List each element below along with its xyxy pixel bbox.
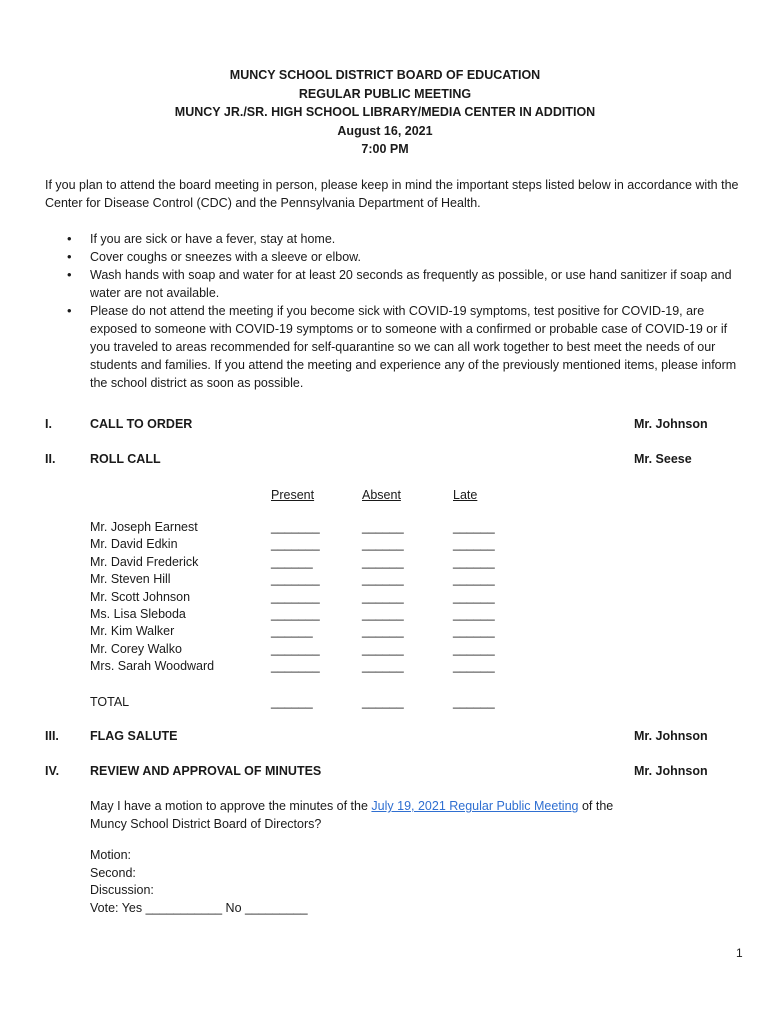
header-line-2: REGULAR PUBLIC MEETING	[298, 86, 472, 101]
absent-blank: ______	[362, 537, 404, 552]
total-present-blank: ______	[271, 695, 313, 709]
member-name: Mr. Scott Johnson	[90, 589, 191, 604]
present-blank: ______	[271, 624, 313, 639]
intro-paragraph: If you plan to attend the board meeting in person, please keep in mind the important steps listed below in accordance with the Center for Disease Control (CDC) and the Pennsylvania Department of Health.	[45, 178, 739, 210]
late-blank: ______	[453, 641, 495, 656]
vote-block	[90, 847, 308, 917]
absent-blank: ______	[362, 641, 404, 656]
agenda-presenter: Mr. Seese	[634, 452, 692, 466]
total-label: TOTAL	[90, 695, 130, 709]
roll-call-row	[90, 641, 510, 658]
column-header-absent: Absent	[362, 488, 401, 502]
agenda-number: II.	[45, 452, 56, 466]
member-name: Mr. Kim Walker	[90, 624, 175, 639]
absent-blank: ______	[362, 589, 404, 604]
motion-text-before: May I have a motion to approve the minutes of the	[90, 799, 372, 813]
column-header-present: Present	[271, 488, 315, 502]
present-blank: ______	[271, 554, 313, 569]
meeting-header	[0, 66, 770, 159]
late-blank: ______	[453, 520, 495, 534]
roll-call-row	[90, 658, 510, 675]
vote-line: Vote: Yes ___________ No _________	[90, 900, 308, 915]
agenda-number: I.	[45, 417, 52, 431]
agenda-title: ROLL CALL	[90, 452, 161, 466]
absent-blank: ______	[362, 659, 404, 674]
second-label: Second:	[90, 865, 136, 880]
agenda-presenter: Mr. Johnson	[634, 729, 708, 743]
agenda-title: REVIEW AND APPROVAL OF MINUTES	[90, 764, 322, 778]
member-name: Mr. Joseph Earnest	[90, 520, 198, 534]
agenda-title: FLAG SALUTE	[90, 729, 178, 743]
guideline-item: • Wash hands with soap and water for at least 20 seconds as frequently as possible, or use hand sanitizer if soap and water are not available.	[90, 266, 740, 302]
present-blank: _______	[271, 606, 320, 621]
present-blank: _______	[271, 537, 320, 552]
roll-call-row	[90, 554, 510, 571]
late-blank: ______	[453, 572, 495, 587]
total-late-blank: ______	[453, 695, 495, 709]
agenda-number: III.	[45, 729, 59, 743]
late-blank: ______	[453, 589, 495, 604]
roll-call-total-row	[90, 693, 510, 711]
member-name: Mr. Corey Walko	[90, 641, 182, 656]
header-line-3: MUNCY JR./SR. HIGH SCHOOL LIBRARY/MEDIA CENTER IN ADDITION	[174, 105, 596, 119]
guideline-item: • Cover coughs or sneezes with a sleeve or elbow.	[90, 248, 740, 266]
roll-call-row	[90, 519, 510, 536]
agenda-item-call-to-order	[0, 415, 770, 433]
agenda-title: CALL TO ORDER	[90, 417, 193, 431]
present-blank: _______	[271, 520, 320, 534]
member-name: Ms. Lisa Sleboda	[90, 606, 186, 621]
present-blank: _______	[271, 589, 320, 604]
motion-label: Motion:	[90, 848, 131, 862]
agenda-presenter: Mr. Johnson	[634, 764, 708, 778]
member-name: Mr. David Edkin	[90, 537, 178, 552]
header-line-1: MUNCY SCHOOL DISTRICT BOARD OF EDUCATION	[229, 68, 541, 82]
late-blank: ______	[453, 537, 495, 552]
discussion-label: Discussion:	[90, 883, 154, 897]
meeting-time: 7:00 PM	[361, 142, 409, 156]
column-header-late: Late	[453, 488, 478, 502]
member-name: Mr. David Frederick	[90, 554, 199, 569]
total-absent-blank: ______	[362, 695, 404, 709]
agenda-number: IV.	[45, 764, 60, 778]
guideline-item: • Please do not attend the meeting if you become sick with COVID-19 symptoms, test positive for COVID-19, are exposed to someone with COVID-19 symptoms or to someone with a confirmed or probable case of COVID-19 or if you traveled to areas recommended for self-quarantine so we can all work together to best meet the needs of our students and families. If you attend the meeting and experience any of the previously mentioned items, please inform the school district as soon as possible.	[90, 302, 740, 392]
agenda-item-roll-call	[0, 450, 770, 468]
late-blank: ______	[453, 554, 495, 569]
agenda-item-review-minutes	[0, 762, 770, 780]
meeting-date: August 16, 2021	[337, 123, 433, 138]
present-blank: _______	[271, 659, 320, 674]
late-blank: ______	[453, 624, 495, 639]
covid-guidelines-list	[90, 230, 740, 392]
minutes-motion-paragraph	[90, 797, 630, 833]
roll-call-table	[90, 519, 510, 676]
page-number: 1	[736, 946, 743, 960]
absent-blank: ______	[362, 572, 404, 587]
agenda-item-flag-salute	[0, 727, 770, 745]
present-blank: _______	[271, 572, 320, 587]
roll-call-row	[90, 589, 510, 606]
late-blank: ______	[453, 606, 495, 621]
roll-call-row	[90, 606, 510, 623]
member-name: Mr. Steven Hill	[90, 572, 171, 587]
absent-blank: ______	[362, 520, 404, 534]
absent-blank: ______	[362, 606, 404, 621]
roll-call-row	[90, 571, 510, 588]
absent-blank: ______	[362, 624, 404, 639]
roll-call-row	[90, 536, 510, 553]
present-blank: _______	[271, 641, 320, 656]
minutes-link[interactable]: July 19, 2021 Regular Public Meeting	[371, 799, 579, 813]
late-blank: ______	[453, 659, 495, 674]
motion-text-after: of the Muncy School District Board of Directors?	[90, 799, 614, 831]
absent-blank: ______	[362, 554, 404, 569]
guideline-item: • If you are sick or have a fever, stay at home.	[90, 230, 740, 248]
agenda-presenter: Mr. Johnson	[634, 417, 708, 431]
member-name: Mrs. Sarah Woodward	[90, 659, 215, 674]
roll-call-row	[90, 623, 510, 640]
